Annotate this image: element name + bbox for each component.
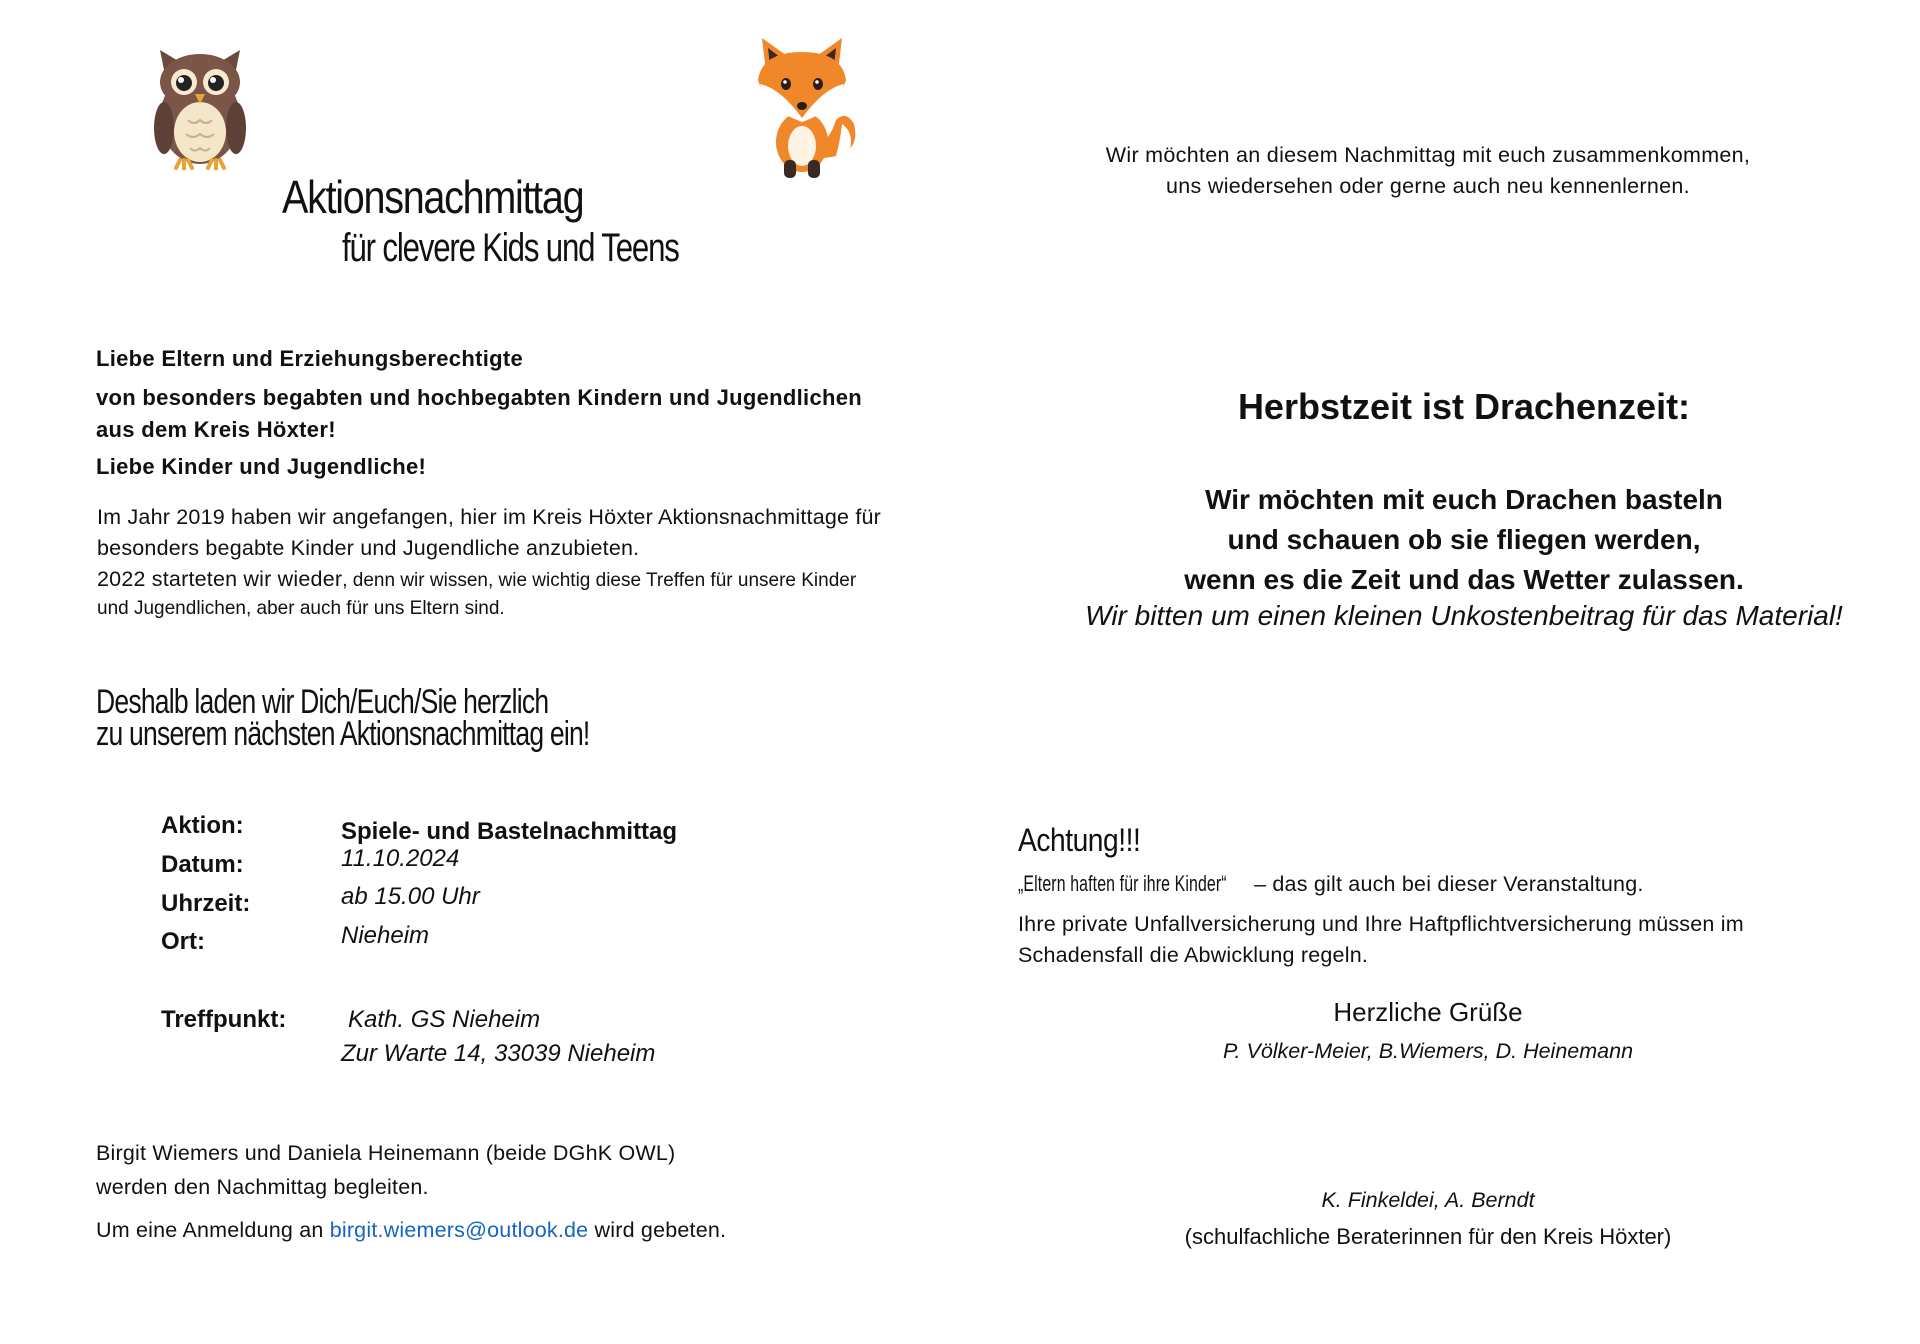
treffpunkt-label: Treffpunkt: [161,1006,287,1033]
intro-line-1: Im Jahr 2019 haben wir angefangen, hier im Kreis Höxter Aktionsnachmittage für [97,505,882,529]
invite-line-1: Deshalb laden wir Dich/Euch/Sie herzlich [96,683,549,721]
notice-quote-rest: – das gilt auch bei dieser Veranstaltung. [1247,872,1644,896]
intro-line-3 [97,567,856,592]
datum-label: Datum: [161,851,244,878]
companions-line-2: werden den Nachmittag begleiten. [96,1175,429,1199]
right-intro-line-1: Wir möchten an diesem Nachmittag mit euch zusammenkommen, [1105,143,1751,167]
page-subtitle: für clevere Kids und Teens [342,226,679,270]
notice-line-3: Schadensfall die Abwicklung regeln. [1018,943,1369,967]
intro-line-4: und Jugendlichen, aber auch für uns Eltern sind. [97,598,505,619]
datum-value: 11.10.2024 [341,845,460,872]
intro-line-2: besonders begabte Kinder und Jugendliche anzubieten. [97,536,640,560]
treffpunkt-school: Kath. GS Nieheim [348,1006,541,1033]
registration-prefix: Um eine Anmeldung an [96,1218,324,1242]
intro-line-3-start: 2022 starteten wir wieder [97,567,343,591]
greeting-children: Liebe Kinder und Jugendliche! [96,454,427,479]
owl-icon [150,46,250,170]
notice-title: Achtung!!! [1018,822,1141,858]
registration-suffix: wird gebeten. [588,1218,727,1242]
aktion-label: Aktion: [161,812,244,839]
ort-label: Ort: [161,928,205,955]
greeting-target-group: von besonders begabten und hochbegabten Kindern und Jugendlichen [96,385,863,410]
intro-line-3-rest: , denn wir wissen, wie wichtig diese Treffen für unsere Kinder [342,570,857,591]
uhrzeit-value: ab 15.00 Uhr [341,883,480,910]
closing-greeting: Herzliche Grüße [1333,997,1523,1027]
right-intro-line-2: uns wiedersehen oder gerne auch neu kennenlernen. [1166,174,1690,198]
uhrzeit-label: Uhrzeit: [161,890,251,917]
companions-line-1: Birgit Wiemers und Daniela Heinemann (beide DGhK OWL) [96,1141,676,1165]
fox-icon [750,36,862,180]
notice-quote-line [1018,871,1644,897]
kite-line-3: wenn es die Zeit und das Wetter zulassen. [1184,564,1744,595]
kite-line-1: Wir möchten mit euch Drachen basteln [1205,484,1723,515]
page-title: Aktionsnachmittag [282,171,584,223]
advisor-names: K. Finkeldei, A. Berndt [1321,1188,1535,1212]
kite-headline: Herbstzeit ist Drachenzeit: [1237,386,1691,427]
registration-email-link[interactable]: birgit.wiemers@outlook.de [323,1218,589,1242]
ort-value: Nieheim [341,922,430,949]
notice-quote: „Eltern haften für ihre Kinder“ [1018,871,1227,896]
advisor-role: (schulfachliche Beraterinnen für den Kreis Höxter) [1184,1224,1672,1249]
closing-names: P. Völker-Meier, B.Wiemers, D. Heinemann [1222,1039,1634,1063]
aktion-value: Spiele- und Bastelnachmittag [341,818,678,845]
notice-line-2: Ihre private Unfallversicherung und Ihre Haftpflichtversicherung müssen im [1018,912,1744,936]
greeting-region: aus dem Kreis Höxter! [96,417,336,442]
treffpunkt-address: Zur Warte 14, 33039 Nieheim [341,1040,656,1067]
kite-line-4: Wir bitten um einen kleinen Unkostenbeitrag für das Material! [1085,600,1843,631]
greeting-parents: Liebe Eltern und Erziehungsberechtigte [96,346,524,371]
kite-line-2: und schauen ob sie fliegen werden, [1227,524,1701,555]
registration-line [96,1218,726,1243]
invite-line-2: zu unserem nächsten Aktionsnachmittag ein! [96,715,590,753]
